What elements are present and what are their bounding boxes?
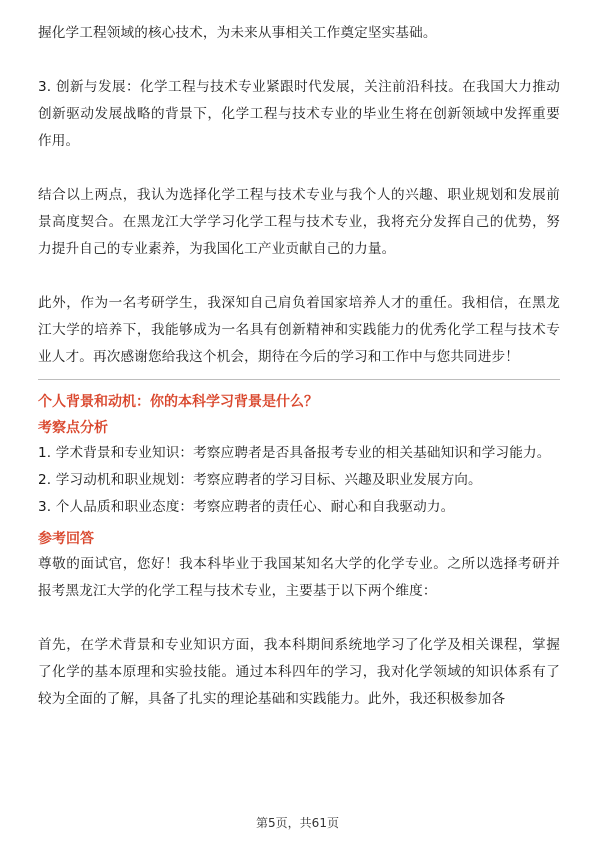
analysis-item: 2. 学习动机和职业规划：考察应聘者的学习目标、兴趣及职业发展方向。 [38,472,482,488]
page-content [38,20,560,713]
answer-heading: 参考回答 [38,531,94,547]
answer-paragraph: 尊敬的面试官，您好！我本科毕业于我国某知名大学的化学专业。之所以选择考研并报考黑龙江大学的化学工程与技术专业，主要基于以下两个维度： [38,556,560,599]
analysis-item: 3. 个人品质和职业态度：考察应聘者的责任心、耐心和自我驱动力。 [38,499,455,515]
body-paragraph: 结合以上两点，我认为选择化学工程与技术专业与我个人的兴趣、职业规划和发展前景高度契合。在黑龙江大学学习化学工程与技术专业，我将充分发挥自己的优势，努力提升自己的专业素养，为我国化工产业贡献自己的力量。 [38,187,560,257]
paragraph-gap [38,47,560,74]
page-number: 第5页，共61页 [256,816,339,830]
answer-paragraph: 首先，在学术背景和专业知识方面，我本科期间系统地学习了化学及相关课程，掌握了化学的基本原理和实验技能。通过本科四年的学习，我对化学领域的知识体系有了较为全面的了解，具备了扎实的理论基础和实践能力。此外，我还积极参加各 [38,637,560,707]
section-divider [38,379,560,380]
body-paragraph: 3. 创新与发展：化学工程与技术专业紧跟时代发展，关注前沿科技。在我国大力推动创新驱动发展战略的背景下，化学工程与技术专业的毕业生将在创新领域中发挥重要作用。 [38,79,560,149]
analysis-item: 1. 学术背景和专业知识：考察应聘者是否具备报考专业的相关基础知识和学习能力。 [38,445,551,461]
question-title: 个人背景和动机：你的本科学习背景是什么？ [38,394,318,410]
analysis-heading: 考察点分析 [38,420,108,436]
analysis-list [38,440,560,521]
paragraph-gap [38,263,560,290]
body-paragraph: 握化学工程领域的核心技术，为未来从事相关工作奠定坚实基础。 [38,25,437,41]
body-paragraph: 此外，作为一名考研学生，我深知自己肩负着国家培养人才的重任。我相信，在黑龙江大学的培养下，我能够成为一名具有创新精神和实践能力的优秀化学工程与技术专业人才。再次感谢您给我这个机会，期待在今后的学习和工作中与您共同进步！ [38,295,560,365]
paragraph-gap [38,155,560,182]
paragraph-gap [38,605,560,632]
